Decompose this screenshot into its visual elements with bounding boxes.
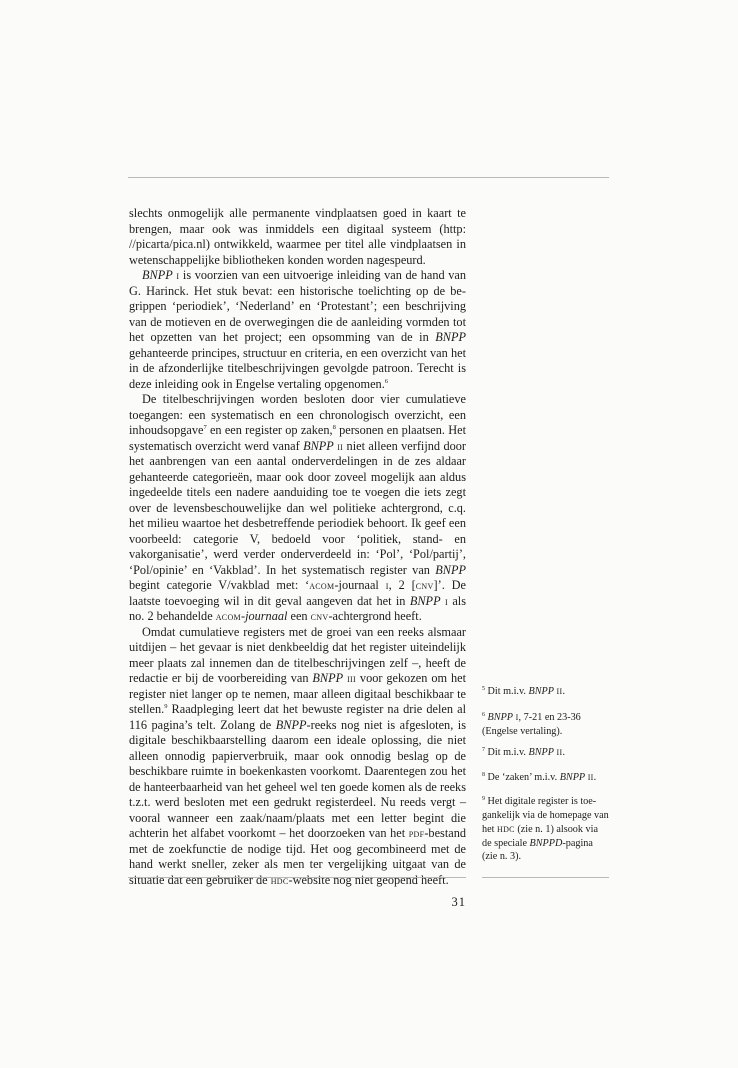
text-run: -bestand met de zoekfunctie de nodige tijd. Het oog gecombineerd met de hand werkt sneller, zeker als men ter vergelijking uitgaat van de situatie dat een gebruiker de — [129, 826, 466, 887]
page-number: 31 — [451, 895, 466, 909]
italic-text: BNPP — [528, 686, 554, 697]
footer-rule-notes — [482, 877, 609, 878]
footnote-ref: 7 — [203, 424, 207, 431]
text-run: personen en plaatsen. Het systematisch overzicht werd vanaf — [129, 423, 466, 453]
text-run: , 2 [ — [388, 578, 416, 592]
italic-text: journaal — [245, 609, 288, 623]
italic-text: BNPP — [528, 747, 554, 758]
small-caps-text: i — [385, 579, 389, 592]
small-caps-text: ii — [556, 684, 563, 697]
text-run: Het digitale register is toegankelijk via de homepage van het — [482, 796, 609, 835]
footnote-ref: 5 — [482, 686, 485, 692]
paragraph-3 — [129, 392, 466, 625]
small-caps-text: i — [515, 710, 519, 723]
small-caps-text: iii — [347, 672, 356, 685]
footnote-ref: 8 — [332, 424, 336, 431]
footnote-8 — [482, 770, 610, 785]
text-run: is voorzien van een uitvoerige inleiding van de hand van G. Harinck. Het stuk bevat: een historische toelichting op de begrippen ‘periodiek’, ‘Nederland’ en ‘Protestant’; een beschrijving van de motieven en de overwegingen die de aanleiding vormden tot het opzetten van het project; een opsomming van de in — [129, 268, 466, 344]
italic-text: BNPP — [435, 330, 466, 344]
text-run: . — [593, 772, 597, 783]
text-run: De titelbeschrijvingen worden besloten door vier cumulatieve toegangen: een systematisch en een chronologisch overzicht, een inhoudsopgave — [129, 392, 466, 437]
italic-text: BNPP — [303, 438, 334, 453]
small-caps-text: cnv — [310, 610, 329, 623]
small-caps-text: i — [176, 269, 180, 282]
paragraph-2 — [129, 268, 466, 392]
text-run: -achtergrond heeft. — [328, 609, 422, 623]
text-run: -website nog niet geopend heeft. — [288, 872, 449, 887]
footnote-ref: 8 — [482, 772, 485, 778]
footer-rule-main — [128, 877, 466, 878]
text-run: begint categorie V/vakblad met: ‘ — [129, 578, 310, 592]
text-run: . — [562, 747, 565, 758]
text-run: -pagina (zie n. 3). — [482, 837, 593, 862]
small-caps-text: hdc — [270, 873, 289, 887]
footnote-ref: 6 — [482, 712, 485, 718]
italic-text: BNPP — [559, 772, 586, 783]
small-caps-text: ii — [556, 745, 563, 758]
italic-text: BNPP — [275, 717, 307, 732]
footnote-ref: 9 — [482, 796, 485, 802]
italic-text: BNPP — [409, 593, 441, 608]
text-run: niet alleen verfijnd door het aanbrengen van een aantal onderverdelingen in de zes aldaar gehanteerde categorieën, maar ook door zoveel mogelijk aan aldus ingedeelde titels een nadere aanduiding toe te voegen die iets zegt over de levensbeschouwelijke dan wel politieke achtergrond, c.q. het milieu waartoe het desbetreffende periodiek behoort. Ik geef een voorbeeld: categorie V, bedoeld voor ‘politiek, stand- en vakorganisatie’, werd verder onderverdeeld in: ‘Pol’, ‘Pol/partij’, ‘Pol/opinie’ en ‘Vakblad’. In het systematisch register van — [129, 438, 466, 577]
text-run: als no. 2 behandelde — [129, 593, 466, 623]
text-run: ]’. De laatste toevoeging wil in dit geval aangeven dat het in — [129, 578, 467, 608]
text-run: voor gekozen om het register niet langer op te nemen, maar alleen digitaal beschikbaar te stellen. — [129, 671, 466, 716]
footnote-7 — [482, 745, 610, 760]
italic-text: BNPP — [487, 712, 514, 723]
small-caps-text: acom — [309, 579, 335, 592]
footnote-6 — [482, 710, 610, 738]
text-run: De ‘zaken’ m.i.v. — [485, 772, 560, 783]
text-run: Dit m.i.v. — [485, 747, 529, 758]
small-caps-text: cnv — [415, 579, 434, 592]
text-run: Raadpleging leert dat het bewuste register na drie delen al 116 pagina’s telt. Zolang de — [129, 702, 466, 732]
italic-text: BNPP — [435, 562, 466, 577]
small-caps-text: acom — [215, 610, 241, 623]
small-caps-text: ii — [337, 439, 344, 453]
text-run: , 7-21 en 23-36 (Engelse vertaling). — [482, 712, 581, 737]
header-rule — [128, 177, 609, 178]
footnote-ref: 9 — [164, 703, 168, 710]
text-run: (zie n. 1) alsook via de speciale — [482, 824, 598, 849]
small-caps-text: hdc — [497, 822, 515, 835]
text-run: Dit m.i.v. — [485, 686, 529, 697]
text-run: slechts onmogelijk alle permanente vindplaatsen goed in kaart te brengen, maar ook was inmiddels een digitaal systeem (http: //picarta/pica.nl) ontwikkeld, waarmee per titel alle vindplaatsen in wetenschappelijke bibliotheken konden worden nagespeurd. — [129, 206, 466, 267]
text-run: -journaal — [334, 578, 386, 592]
italic-text: BNPP — [312, 671, 344, 685]
text-run: Omdat cumulatieve registers met de groei van een reeks alsmaar uitdijen – het gevaar is niet denkbeeldig dat het register uiteindelijk meer plaats zal innemen dan de titelbeschrijvingen zelf –, heeft de redactie er bij de voorbereiding van — [129, 624, 466, 685]
text-run: - — [240, 609, 246, 623]
footnote-ref: 7 — [482, 747, 485, 753]
small-caps-text: pdf — [408, 827, 425, 840]
paragraph-1 — [129, 206, 466, 268]
text-run: een — [287, 609, 311, 623]
text-run: -reeks nog niet is afgesloten, is digitale beschikbaarstelling daarom een ideale oplossing, die niet alleen onnodig papierverbruik, maar ook onnodig beslag op de beschikbare ruimte in boekenkasten voorkomt. Daarentegen zou het de hanteerbaarheid van het geheel wel ten goede komen als de reeks t.z.t. werd besloten met een gedrukt registerdeel. Nu reeds vergt – vooral wanneer een zaak/naam/plaats met een letter begint die achterin het alfabet voorkomt – het doorzoeken van het — [129, 717, 466, 840]
text-run: . — [562, 686, 565, 697]
text-run: gehanteerde principes, structuur en criteria, en een overzicht van het in de afzonderlijke titelbeschrijvingen gevolgde patroon. Terecht is deze inleiding ook in Engelse vertaling opgenomen. — [129, 345, 466, 391]
footnote-9 — [482, 795, 610, 864]
footnote-5 — [482, 684, 610, 699]
text-run: en een register op zaken, — [206, 423, 333, 437]
paragraph-4 — [129, 625, 466, 889]
footnote-ref: 6 — [384, 377, 389, 385]
italic-text: BNPP — [142, 268, 173, 282]
small-caps-text: i — [444, 594, 448, 608]
italic-text: BNPPD — [529, 837, 563, 849]
small-caps-text: ii — [587, 770, 594, 783]
main-text-column — [129, 206, 466, 888]
